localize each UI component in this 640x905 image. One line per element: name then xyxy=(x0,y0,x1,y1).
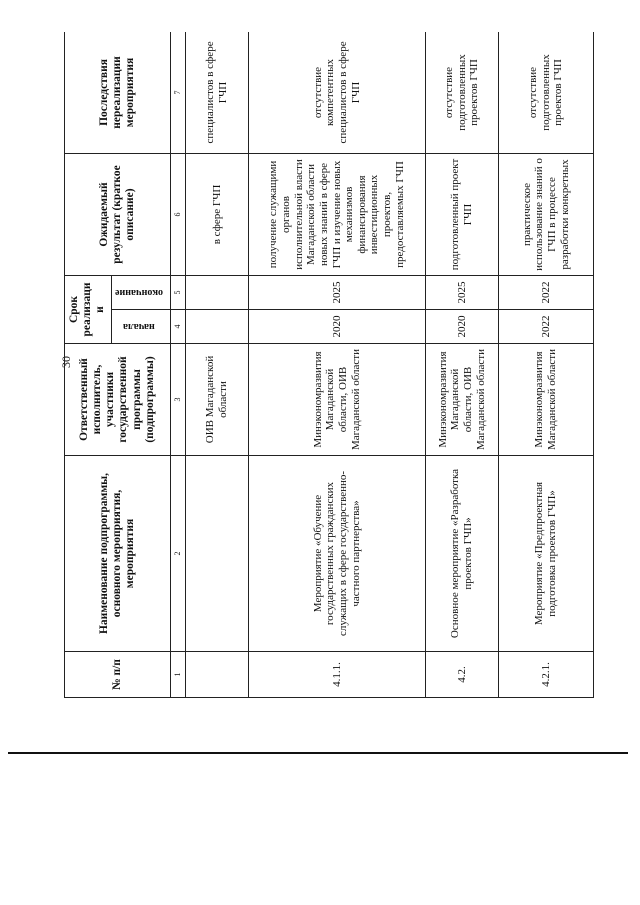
header-executor: Ответственный исполнитель, участники государственной программы (подпрограммы) xyxy=(65,344,171,456)
column-number: 3 xyxy=(170,344,185,456)
header-name: Наименование подпрограммы, основного мероприятия, мероприятия xyxy=(65,456,171,652)
header-end: окончание xyxy=(114,287,163,299)
row-end: 2025 xyxy=(248,275,425,309)
header-consequence: Последствия нереализации мероприятия xyxy=(65,32,171,153)
row-executor: Минэкономразвития Магаданской области xyxy=(498,344,593,456)
header-result: Ожидаемый результат (краткое описание) xyxy=(65,153,171,275)
row-result: получение служащими органов исполнительной власти Магаданской области новых знаний в сфере ГЧП и изучение новых механизмов финансирования инвестиционных проектов, предоставляемых ГЧП xyxy=(248,153,425,275)
column-number: 4 xyxy=(170,310,185,344)
header-start-cell xyxy=(111,310,170,344)
header-start: начала xyxy=(122,321,155,333)
row-start xyxy=(185,310,248,344)
table-frame xyxy=(64,32,624,698)
page-number: 30 xyxy=(59,356,73,368)
column-number: 7 xyxy=(170,32,185,153)
rotated-table-container xyxy=(64,32,624,698)
row-end xyxy=(185,275,248,309)
row-consequence: отсутствие подготовленных проектов ГЧП xyxy=(498,32,593,153)
row-consequence: отсутствие компетентных специалистов в сфере ГЧП xyxy=(248,32,425,153)
table-row xyxy=(185,32,248,698)
row-executor: ОИВ Магаданской области xyxy=(185,344,248,456)
row-name xyxy=(185,456,248,652)
row-end: 2025 xyxy=(425,275,498,309)
row-executor: Минэкономразвития Магаданской области, ОИВ Магаданской области xyxy=(248,344,425,456)
bottom-divider xyxy=(8,752,628,754)
row-result: подготовленный проект ГЧП xyxy=(425,153,498,275)
table-header xyxy=(65,32,171,698)
table-row xyxy=(498,32,593,698)
row-start: 2022 xyxy=(498,310,593,344)
header-row xyxy=(65,32,112,698)
row-number xyxy=(185,652,248,698)
column-number: 6 xyxy=(170,153,185,275)
column-number: 1 xyxy=(170,652,185,698)
table-row xyxy=(248,32,425,698)
table-row xyxy=(425,32,498,698)
row-number: 4.2.1. xyxy=(498,652,593,698)
row-result: практическое использование знаний о ГЧП в процессе разработки конкретных xyxy=(498,153,593,275)
header-period: Срок реализации xyxy=(65,275,112,343)
row-executor: Минэкономразвития Магаданской области, ОИВ Магаданской области xyxy=(425,344,498,456)
row-start: 2020 xyxy=(248,310,425,344)
row-name: Мероприятие «Обучение государственных гражданских служащих в сфере государственно-частного партнерства» xyxy=(248,456,425,652)
header-number: № п/п xyxy=(65,652,171,698)
row-number: 4.1.1. xyxy=(248,652,425,698)
column-number: 2 xyxy=(170,456,185,652)
row-name: Мероприятие «Предпроектная подготовка проектов ГЧП» xyxy=(498,456,593,652)
row-name: Основное мероприятие «Разработка проектов ГЧП» xyxy=(425,456,498,652)
row-number: 4.2. xyxy=(425,652,498,698)
row-start: 2020 xyxy=(425,310,498,344)
table-body xyxy=(170,32,593,698)
column-number-row xyxy=(170,32,185,698)
column-number: 5 xyxy=(170,275,185,309)
row-end: 2022 xyxy=(498,275,593,309)
header-end-cell xyxy=(111,275,170,309)
events-table xyxy=(64,32,594,698)
row-consequence: отсутствие подготовленных проектов ГЧП xyxy=(425,32,498,153)
row-result: в сфере ГЧП xyxy=(185,153,248,275)
row-consequence: специалистов в сфере ГЧП xyxy=(185,32,248,153)
